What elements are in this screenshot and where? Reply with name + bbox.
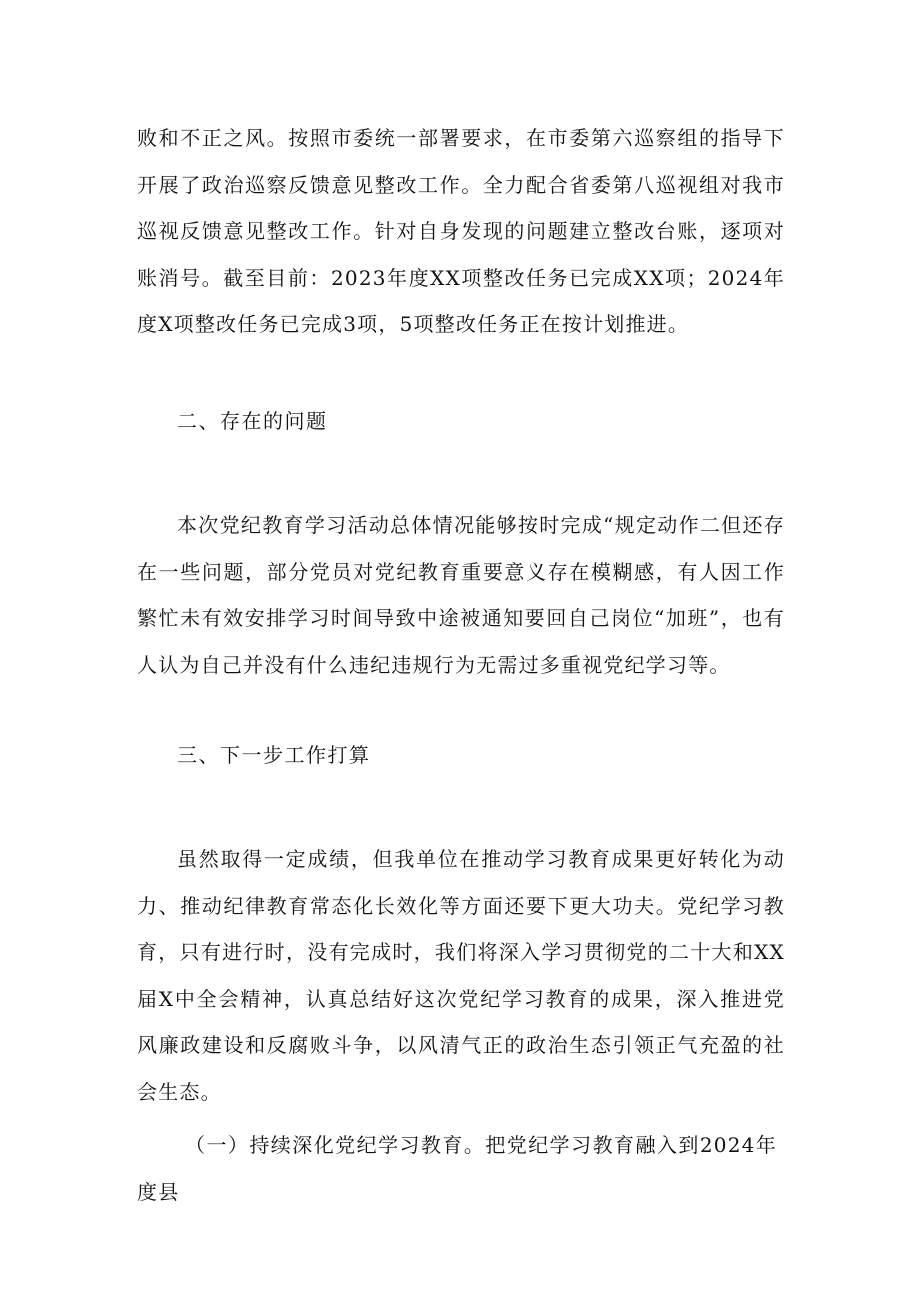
body-paragraph-rectification: 败和不正之风。按照市委统一部署要求，在市委第六巡察组的指导下开展了政治巡察反馈意见整改工作。全力配合省委第八巡视组对我市巡视反馈意见整改工作。针对自身发现的问题建立整改台账，逐项对账消号。截至目前：2023年度XX项整改任务已完成XX项；2024年度X项整改任务已完成3项，5项整改任务正在按计划推进。 xyxy=(137,126,785,336)
body-paragraph-next-steps: 虽然取得一定成绩，但我单位在推动学习教育成果更好转化为动力、推动纪律教育常态化长效化等方面还要下更大功夫。党纪学习教育，只有进行时，没有完成时，我们将深入学习贯彻党的二十大和XX届X中全会精神，认真总结好这次党纪学习教育的成果，深入推进党风廉政建设和反腐败斗争，以风清气正的政治生态引领正气充盈的社会生态。 xyxy=(137,847,785,1104)
section-heading-next-steps: 三、下一步工作打算 xyxy=(177,743,371,767)
body-paragraph-problems: 本次党纪教育学习活动总体情况能够按时完成“规定动作二但还存在一些问题，部分党员对党纪教育重要意义存在模糊感，有人因工作繁忙未有效安排学习时间导致中途被通知要回自己岗位“加班”，也有人认为自己并没有什么违纪违规行为无需过多重视党纪学习等。 xyxy=(137,513,785,677)
body-paragraph-subsection-1: （一）持续深化党纪学习教育。把党纪学习教育融入到2024年度县 xyxy=(137,1133,777,1204)
section-heading-existing-problems: 二、存在的问题 xyxy=(177,409,328,433)
